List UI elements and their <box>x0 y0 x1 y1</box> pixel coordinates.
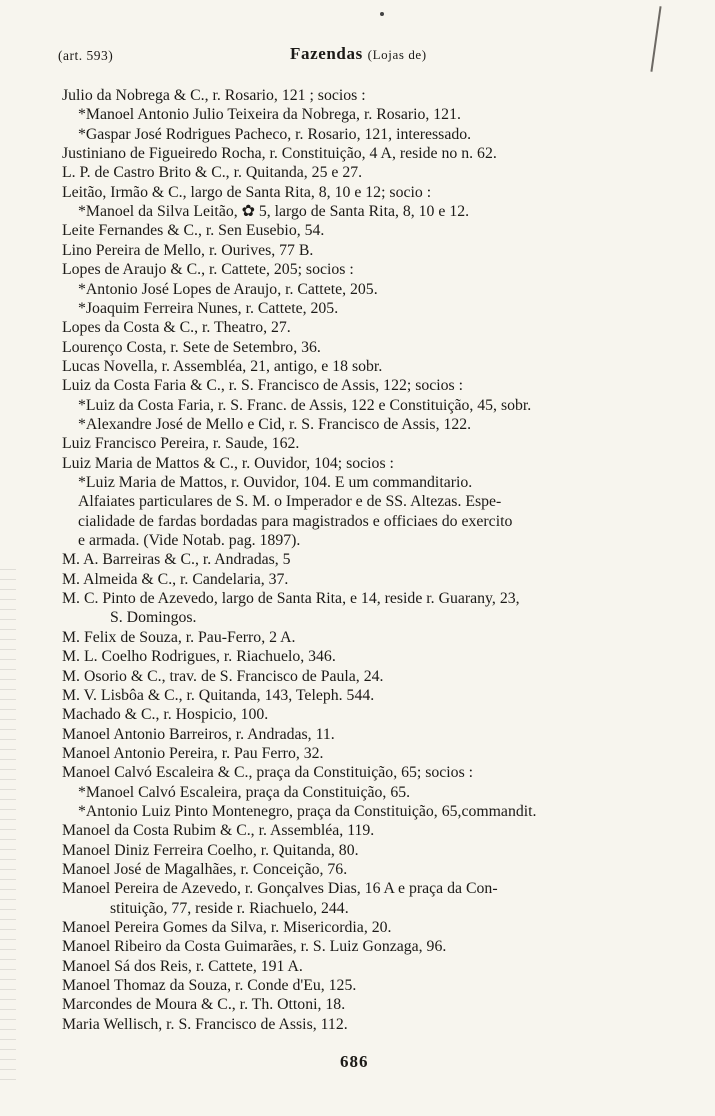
directory-entry: Leite Fernandes & C., r. Sen Eusebio, 54. <box>62 222 325 240</box>
directory-entry: Justiniano de Figueiredo Rocha, r. Constituição, 4 A, reside no n. 62. <box>62 145 497 163</box>
directory-entry-continuation: *Manoel Calvó Escaleira, praça da Constituição, 65. <box>78 783 411 801</box>
directory-entry-continuation: *Manoel Antonio Julio Teixeira da Nobrega, r. Rosario, 121. <box>78 106 461 124</box>
directory-entry: Machado & C., r. Hospicio, 100. <box>62 706 269 724</box>
directory-entry: M. A. Barreiras & C., r. Andradas, 5 <box>62 551 291 569</box>
directory-entry-continuation: *Alexandre José de Mello e Cid, r. S. Francisco de Assis, 122. <box>78 415 472 433</box>
directory-entry: Lucas Novella, r. Assembléa, 21, antigo, e 18 sobr. <box>62 357 383 375</box>
page-number: 686 <box>340 1052 369 1071</box>
directory-entry: Luiz Francisco Pereira, r. Saude, 162. <box>62 435 300 453</box>
directory-entry: Manoel da Costa Rubim & C., r. Assembléa, 119. <box>62 822 375 840</box>
directory-entry: Manoel Pereira de Azevedo, r. Gonçalves Dias, 16 A e praça da Con- <box>62 880 498 898</box>
directory-entry: Manoel Sá dos Reis, r. Cattete, 191 A. <box>62 957 303 975</box>
directory-entry: Manoel Diniz Ferreira Coelho, r. Quitanda, 80. <box>62 841 359 859</box>
directory-entry: Manoel Thomaz da Souza, r. Conde d'Eu, 125. <box>62 977 357 995</box>
directory-entry: Lopes de Araujo & C., r. Cattete, 205; socios : <box>62 261 354 279</box>
page-edge-marks <box>0 560 16 1080</box>
directory-entry: Julio da Nobrega & C., r. Rosario, 121 ; socios : <box>62 87 366 104</box>
directory-entry-continuation: *Joaquim Ferreira Nunes, r. Cattete, 205. <box>78 299 339 317</box>
directory-entry-continuation: *Gaspar José Rodrigues Pacheco, r. Rosario, 121, interessado. <box>78 125 472 143</box>
directory-entry-continuation: *Luiz da Costa Faria, r. S. Franc. de Assis, 122 e Constituição, 45, sobr. <box>78 396 532 414</box>
ink-dot <box>380 12 384 16</box>
directory-entry-continuation: Alfaiates particulares de S. M. o Imperador e de SS. Altezas. Espe- <box>78 493 502 511</box>
directory-entry: Lino Pereira de Mello, r. Ourives, 77 B. <box>62 241 314 259</box>
directory-entry-continuation: *Manoel da Silva Leitão, ✿ 5, largo de Santa Rita, 8, 10 e 12. <box>78 203 470 221</box>
directory-entry-continuation: *Luiz Maria de Mattos, r. Ouvidor, 104. E um commanditario. <box>78 474 473 491</box>
section-title-sub: (Lojas de) <box>367 47 427 62</box>
directory-entry: Maria Wellisch, r. S. Francisco de Assis, 112. <box>62 1015 348 1033</box>
directory-entry: Luiz Maria de Mattos & C., r. Ouvidor, 104; socios : <box>62 454 394 472</box>
section-title <box>290 44 427 64</box>
directory-entry-continuation: S. Domingos. <box>110 609 197 627</box>
article-reference: (art. 593) <box>58 48 114 63</box>
directory-entry: Manoel Ribeiro da Costa Guimarães, r. S. Luiz Gonzaga, 96. <box>62 938 447 956</box>
directory-entry: M. C. Pinto de Azevedo, largo de Santa Rita, e 14, reside r. Guarany, 23, <box>62 590 520 608</box>
directory-entry: Manoel José de Magalhães, r. Conceição, 76. <box>62 861 348 878</box>
directory-entry: Leitão, Irmão & C., largo de Santa Rita, 8, 10 e 12; socio : <box>62 183 432 201</box>
running-header <box>58 44 658 70</box>
section-title-main: Fazendas <box>290 44 363 63</box>
directory-entry: Lopes da Costa & C., r. Theatro, 27. <box>62 319 291 337</box>
directory-entry: L. P. de Castro Brito & C., r. Quitanda, 25 e 27. <box>62 164 363 182</box>
directory-entry: M. Felix de Souza, r. Pau-Ferro, 2 A. <box>62 628 296 646</box>
directory-entry-continuation: *Antonio José Lopes de Araujo, r. Cattete, 205. <box>78 280 378 298</box>
directory-entry: Manoel Pereira Gomes da Silva, r. Misericordia, 20. <box>62 919 392 937</box>
directory-entry: Manoel Antonio Barreiros, r. Andradas, 11. <box>62 725 335 743</box>
directory-entry-continuation: stituição, 77, reside r. Riachuelo, 244. <box>110 899 349 917</box>
directory-entry: Manoel Calvó Escaleira & C., praça da Constituição, 65; socios : <box>62 764 474 782</box>
directory-entry-continuation: e armada. (Vide Notab. pag. 1897). <box>78 532 301 550</box>
directory-entry: Marcondes de Moura & C., r. Th. Ottoni, 18. <box>62 996 346 1014</box>
directory-entry: M. V. Lisbôa & C., r. Quitanda, 143, Teleph. 544. <box>62 686 375 704</box>
directory-entry: Luiz da Costa Faria & C., r. S. Francisco de Assis, 122; socios : <box>62 377 464 395</box>
directory-entry: M. Osorio & C., trav. de S. Francisco de Paula, 24. <box>62 667 384 685</box>
directory-entry-continuation: *Antonio Luiz Pinto Montenegro, praça da Constituição, 65,commandit. <box>78 802 537 820</box>
directory-entry: Lourenço Costa, r. Sete de Setembro, 36. <box>62 338 321 356</box>
directory-entry: Manoel Antonio Pereira, r. Pau Ferro, 32. <box>62 744 324 762</box>
directory-entry-continuation: cialidade de fardas bordadas para magistrados e officiaes do exercito <box>78 512 513 530</box>
directory-entry: M. Almeida & C., r. Candelaria, 37. <box>62 570 289 588</box>
directory-entry: M. L. Coelho Rodrigues, r. Riachuelo, 346. <box>62 648 336 666</box>
